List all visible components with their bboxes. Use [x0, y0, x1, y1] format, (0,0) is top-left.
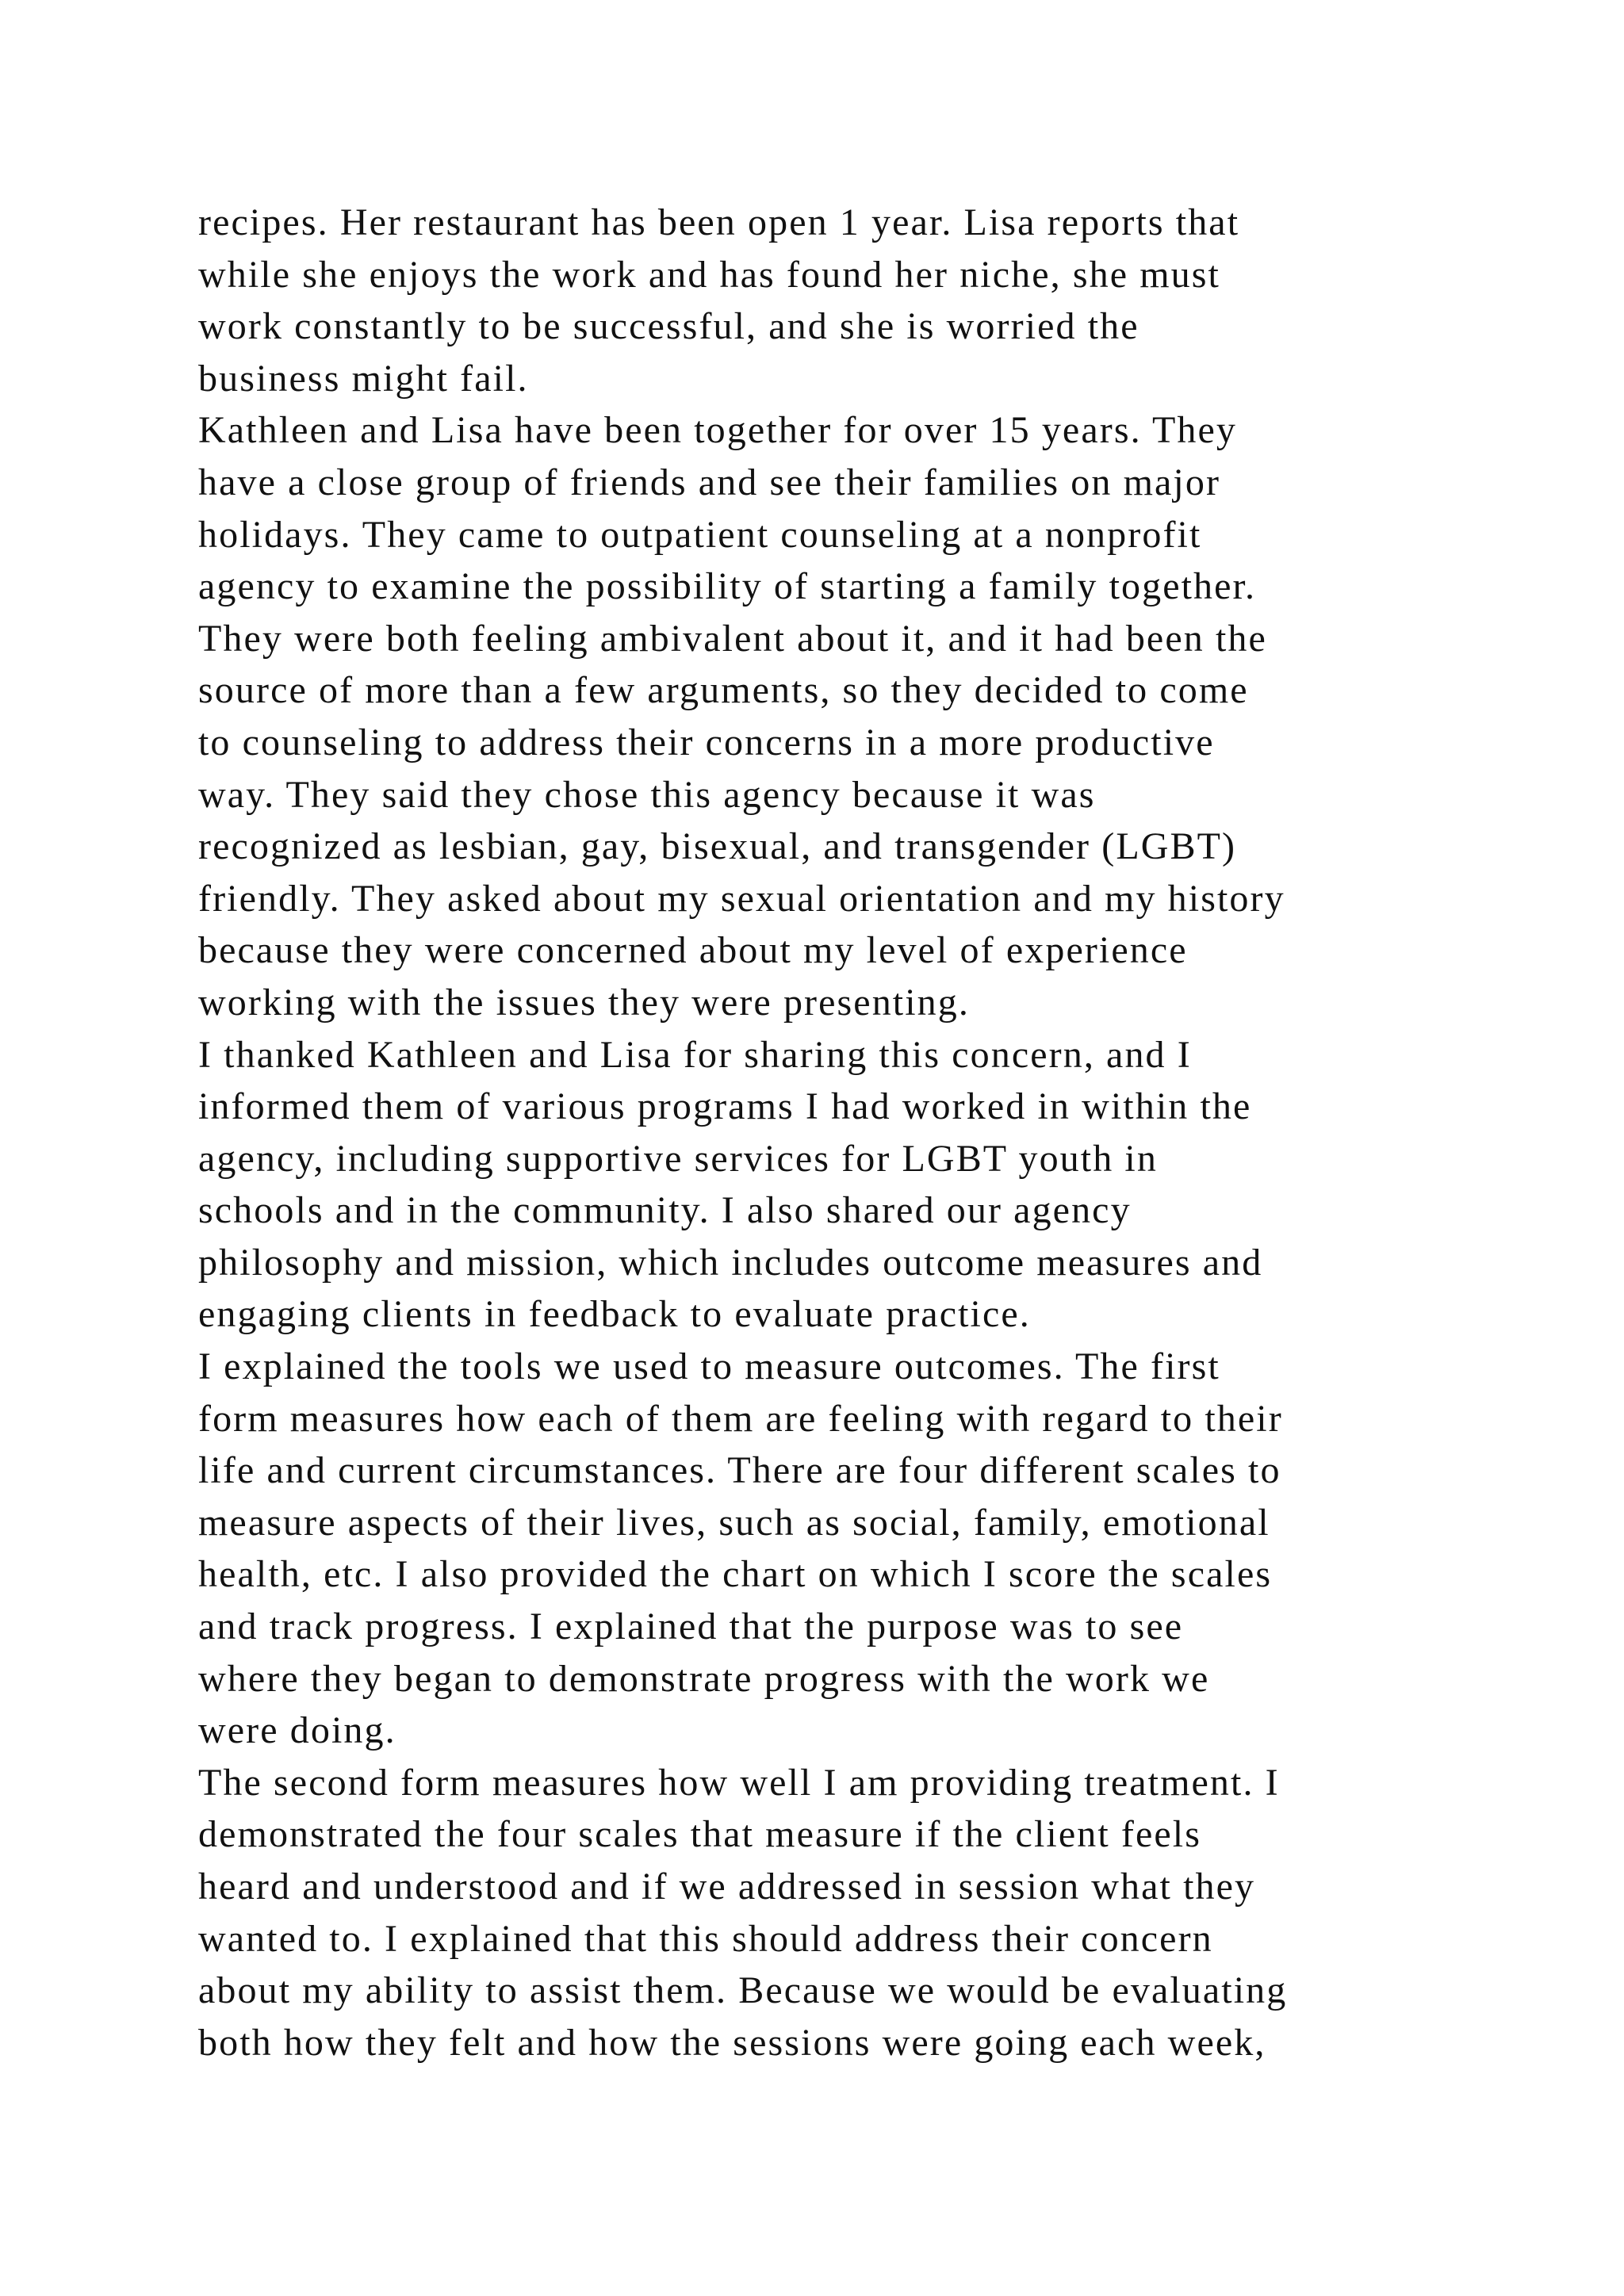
text-line: informed them of various programs I had worked in within the — [198, 1085, 1252, 1128]
text-line: agency, including supportive services for LGBT youth in — [198, 1137, 1158, 1180]
text-line: wanted to. I explained that this should address their concern — [198, 1917, 1213, 1960]
text-line: recognized as lesbian, gay, bisexual, and transgender (LGBT) — [198, 825, 1237, 868]
text-line: while she enjoys the work and has found her niche, she must — [198, 253, 1220, 296]
text-line: where they began to demonstrate progress with the work we — [198, 1657, 1210, 1700]
text-line: source of more than a few arguments, so they decided to come — [198, 669, 1249, 712]
text-line: to counseling to address their concerns in a more productive — [198, 721, 1215, 763]
text-line: I thanked Kathleen and Lisa for sharing this concern, and I — [198, 1033, 1192, 1076]
text-line: philosophy and mission, which includes outcome measures and — [198, 1241, 1263, 1284]
text-line: business might fail. — [198, 357, 529, 400]
text-line: agency to examine the possibility of starting a family together. — [198, 565, 1257, 608]
text-line: holidays. They came to outpatient counseling at a nonprofit — [198, 513, 1202, 556]
text-line: way. They said they chose this agency because it was — [198, 773, 1096, 816]
text-line: work constantly to be successful, and she is worried the — [198, 305, 1139, 348]
text-line: demonstrated the four scales that measure if the client feels — [198, 1813, 1201, 1856]
text-line: working with the issues they were presenting. — [198, 981, 970, 1024]
text-line: because they were concerned about my level of experience — [198, 929, 1188, 972]
text-line: have a close group of friends and see their families on major — [198, 461, 1221, 503]
text-line: recipes. Her restaurant has been open 1 year. Lisa reports that — [198, 201, 1240, 243]
text-line: form measures how each of them are feeling with regard to their — [198, 1397, 1283, 1440]
document-body-text — [198, 197, 1451, 2068]
text-line: life and current circumstances. There are four different scales to — [198, 1449, 1281, 1492]
text-line: schools and in the community. I also shared our agency — [198, 1189, 1132, 1232]
text-line: both how they felt and how the sessions were going each week, — [198, 2021, 1266, 2064]
text-line: health, etc. I also provided the chart on which I score the scales — [198, 1553, 1273, 1596]
text-line: They were both feeling ambivalent about it, and it had been the — [198, 617, 1267, 660]
text-line: engaging clients in feedback to evaluate practice. — [198, 1293, 1031, 1336]
text-line: friendly. They asked about my sexual orientation and my history — [198, 877, 1285, 920]
text-line: and track progress. I explained that the purpose was to see — [198, 1605, 1184, 1648]
text-line: Kathleen and Lisa have been together for over 15 years. They — [198, 409, 1237, 452]
text-line: I explained the tools we used to measure outcomes. The first — [198, 1345, 1220, 1388]
text-line: measure aspects of their lives, such as social, family, emotional — [198, 1501, 1270, 1544]
text-line: The second form measures how well I am providing treatment. I — [198, 1761, 1280, 1804]
text-line: heard and understood and if we addressed in session what they — [198, 1866, 1256, 1908]
text-line: about my ability to assist them. Because we would be evaluating — [198, 1969, 1288, 2012]
text-line: were doing. — [198, 1709, 396, 1752]
